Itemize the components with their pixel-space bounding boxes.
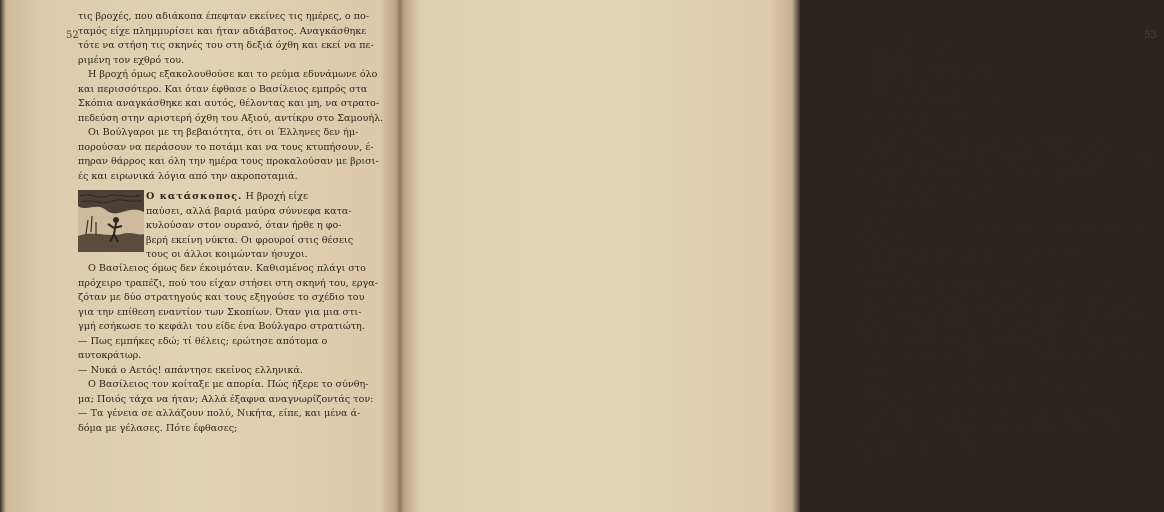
text-line: δόμα με γέλασες. Πότε έφθασες; [78,422,238,434]
text-line: Ο Βασίλειος ακούγοντας αυτά γύρισε και είπε στους στρα- [870,221,1160,232]
text-line: πηραν θάρρος και όλη την ημέρα τους προκαλούσαν με βρισι- [78,156,379,167]
chapter-vignette-block [78,190,370,262]
text-line: κατάκοψε τον κοιμισμένο στρατό του Σαμουήλ. [860,322,1094,334]
text-line: μα; Ποιός τάχα να ήταν; Αλλά έξαφνα αναγνωρίζοντάς τον: [78,393,374,405]
text-line: πρόχειρο τραπέζι, πού του είχαν στήσει στη σκηνή του, εργα- [78,277,378,289]
right-paragraphs [860,220,1164,467]
text-line: — Νυκά ο Αετός! απάντησε εκείνος ελληνικά. [78,364,303,376]
chapter-heading: Ο κατάσκοπος. [146,191,243,202]
text-line: ζόταν με δύο στρατηγούς και τους εξηγούσε το σχέδιο του [78,292,365,303]
text-line: γαρική στολή του Νικήτα. [860,438,988,450]
chapter-first-line: Η βροχή είχε [245,191,308,202]
text-line: — Και το εχθρικό στρατόπεδο; [860,182,1010,193]
text-line: — Όχι, Δέσποτα! Επέρασα πεζός. [860,95,1023,106]
text-line: τότε να στήση τις σκηνές του στη δεξιά όχθη και εκεί να πε- [78,40,374,51]
text-line: σού τό είπω, Δέσποτα. Έξω από το στρατόπεδο, πλάγι στην [860,153,1153,164]
chapter-opening [146,190,353,263]
text-line: τηγούς του. [860,235,917,247]
text-line: — Η επανάληψη του Σπερχειού να ετοιμάσετε αμέσως [860,250,1126,261]
left-text-column [78,10,384,436]
text-line: — Κοιμάται, Αύγουστε! [860,196,975,208]
text-line: ές και ειρωνικά λόγια από την ακροποταμιά. [78,170,298,182]
text-line: ριμένη τον εχθρό του. [78,54,185,66]
text-line: Ο Βασίλειος όμως δεν έκοιμόταν. Καθισμένος πλάγι στο [88,263,366,274]
left-paragraphs-bottom [78,262,378,436]
text-line: Ο Βασίλειος τον κοίταξε με απορία. Πώς ήξερε το σύνθη- [88,379,369,390]
right-page-number: 53 [1144,30,1157,41]
text-line: — Δυό μέρες τό γύρευα. Σήμερα τό εύρηκα και ήρθα νά [860,138,1129,150]
left-page-number: 52 [66,30,79,41]
text-line: ταμός είχε πλημμυρίσει και ήταν αδιάβατος. Αναγκάσθηκε [78,25,367,37]
text-line: Ως τόσο εξέταζε το Νικήτα. Σε δυό λεπτά, και ο [870,380,1105,392]
right-page [404,0,1164,512]
text-line: πεδεύση στην αριστερή όχθη του Αξιού, αντίκρυ στο Σαμουήλ. [78,112,384,124]
text-line: — Από πού έρχεσαι; [860,51,958,63]
text-line: — Πως εμπήκες εδώ; τί θέλεις; ερώτησε απότομα ο [78,335,328,347]
text-line: Και έννοούσε τη μάχη του Σπερχειού στά 995, όταν ο [870,279,1132,290]
text-line: για την επίθεση εναντίον των Σκοπίων. Όταν για μια στι- [78,306,362,318]
text-line: Η βροχή όμως εξακολουθούσε και το ρεύμα εδυνάμωνε όλο [88,69,378,80]
chapter-line: βερή εκείνη νύκτα. Οι φρουροί στις θέσεις [146,234,354,246]
paragraph-gap [860,210,1158,220]
text-line: στρατηγός του Νικηφόρος Ουρανός εύρηκε έναν πόρο, πέρασε [860,293,1164,305]
text-line: — Επέρασες με βάρκα; [860,80,971,92]
text-line: — Από την αντικρυνή όχθη. [860,66,995,77]
storm-soldier-engraving-icon [78,190,144,252]
text-line: και περισσότερο. Και όταν έφθασε ο Βασίλειος εμπρός στα [78,83,368,95]
text-line: τους άνδρες σας. [860,264,944,276]
text-line: διέταξε ένα υπασπιστή του να φωνάξη τον Ευστάθιο Δαφνο- [860,351,1157,363]
text-line: γμή εσήκωσε το κεφάλι του είδε ένα Βούλγαρο στρατιώτη. [78,321,365,332]
text-line: πορούσαν να περάσουν το ποτάμι και να τους κτυπήσουν, έ- [78,141,374,153]
text-line: Ο Βασίλειος εγέλασε. [870,453,977,464]
text-line: Σκόπια αναγκάσθηκε και αυτός, θέλοντας και μη, να στρατο- [78,98,380,109]
text-line: Ο αυτοκράτωρ αναπήδησε. [870,109,1002,121]
text-line: μήλη. [860,366,887,377]
text-line: — Τα γένεια σε αλλάζουν πολύ, Νικήτα, είπε, και μένα ά- [78,408,361,419]
chapter-line: παύσει, αλλά βαριά μαύρα σύννεφα κατα- [146,205,352,217]
right-text-column [860,36,1164,467]
text-line: στην άλλη όχθη του πλημμυρισμένου ποταμού τη νύκτα και [860,308,1152,319]
chapter-line: τους οι άλλοι κοιμώνταν ήσυχοι. [146,249,308,260]
right-dialogue-block [860,36,1158,210]
text-line: τις βροχές, που αδιάκοπα έπεφταν εκείνες τις ημέρες, ο πο- [78,11,370,22]
text-line: Οι Βούλγαροι με τη βεβαιότητα, ότι οι Έλληνες δεν ήμ- [88,127,359,138]
text-line: Οι δυό στρατηγοί βγήκαν βιαστικοί και ο αυτοκράτωρ [870,337,1136,348]
text-line: αυτοκράτωρ. [78,350,142,361]
text-line: Κοφτή Πέτρα είναι πέρασμα' είναι μιά ρηχοτοπιά. [860,167,1105,179]
left-paragraphs-top [78,10,384,184]
text-line: — Τί; εφώναξε. [860,124,935,135]
left-page [14,0,396,512]
text-line: — Τώρα, Αύγουστε! [860,37,956,48]
chapter-line: κυλούσαν στον ουρανό, όταν ήρθε η φο- [146,220,342,231]
text-line: νοντας στη βασιλική σκηνή και με υποψία εκοίταξε τη βουλ- [860,424,1157,435]
text-line: στρατηγός. [860,395,915,406]
text-line: — Με ζήτησες, Δέσποτα; ερώτησε ο Δαφνομήλης μπαί- [860,409,1127,421]
